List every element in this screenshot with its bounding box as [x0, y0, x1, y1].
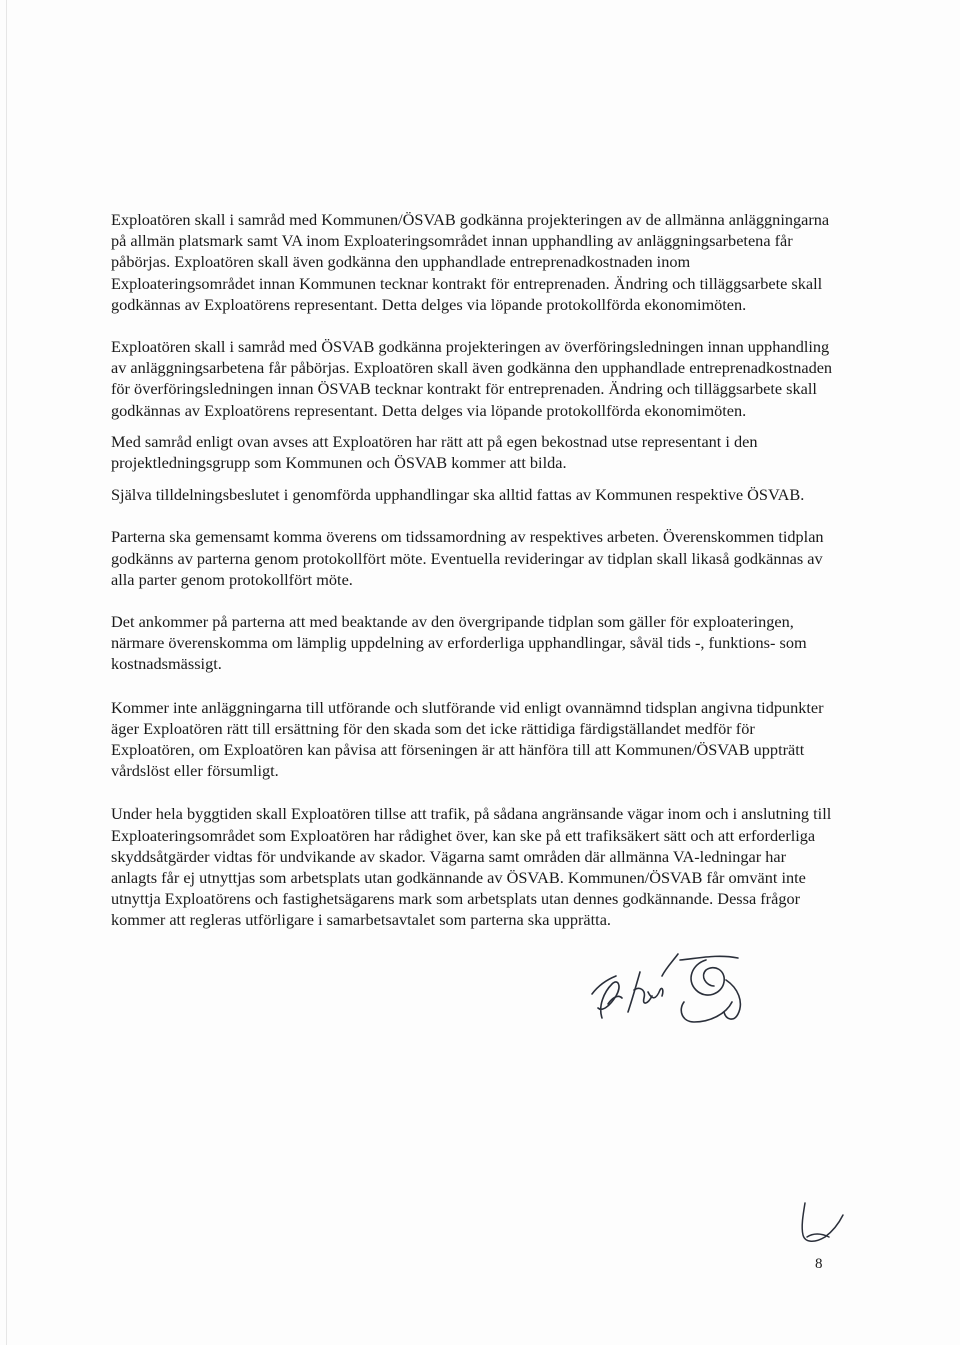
paragraph-6: Det ankommer på parterna att med beaktande av den övergripande tidplan som gäller för exploateringen, närmare överenskomma om lämplig uppdelning av erforderliga upphandlingar, såväl tids -, funktions- som kostnadsmässigt.: [111, 612, 807, 674]
handwritten-initial: [795, 1197, 847, 1249]
scan-edge-line: [6, 0, 7, 1345]
paragraph-7: Kommer inte anläggningarna till utförande och slutförande vid enligt ovannämnd tidsplan angivna tidpunkter äger Exploatören rätt till ersättning för den skada som det icke rättidiga färdigställandet medför för Exploatören, om Exploatören kan påvisa att förseningen är att hänföra till att Kommunen/ÖSVAB uppträtt vårdslöst eller försumligt.: [111, 697, 824, 781]
paragraph-3: Med samråd enligt ovan avses att Exploatören har rätt att på egen bekostnad utse representant i den projektledningsgrupp som Kommunen och ÖSVAB kommer att bilda.: [111, 431, 758, 473]
paragraph-5: Parterna ska gemensamt komma överens om tidssamordning av respektives arbeten. Överenskommen tidplan godkänns av parterna genom protokollfört möte. Eventuella revideringar av tidplan skall likaså godkännas av alla parter genom protokollfört möte.: [111, 527, 824, 589]
paragraph-2: Exploatören skall i samråd med ÖSVAB godkänna projekteringen av överföringsledningen innan upphandling av anläggningsarbetena får påbörjas. Exploatören skall även godkänna den upphandlade entreprenadkostnaden för överföringsledningen innan ÖSVAB tecknar kontrakt för entreprenaden. Ändring och tilläggsarbete skall godkännas av Exploatörens representant. Detta delges via löpande protokollförda ekonomimöten.: [111, 337, 833, 420]
handwritten-signature: [588, 946, 758, 1028]
paragraph-1: Exploatören skall i samråd med Kommunen/ÖSVAB godkänna projekteringen av de allmänna anläggningarna på allmän platsmark samt VA inom Exploateringsområdet innan upphandling av anläggningsarbetena får påbörjas. Exploatören skall även godkänna den upphandlade entreprenadkostnaden inom Exploateringsområdet innan Kommunen tecknar kontrakt för entreprenaden. Ändring och tilläggsarbete skall godkännas av Exploatörens representant. Detta delges via löpande protokollförda ekonomimöten.: [111, 210, 830, 314]
document-body: [111, 209, 836, 931]
paragraph-8: Under hela byggtiden skall Exploatören tillse att trafik, på sådana angränsande vägar inom och i anslutning till Exploateringsområdet som Exploatören har rådighet över, kan ske på ett trafiksäkert sätt och att erforderliga skyddsåtgärder vidtas för undvikande av skador. Vägarna samt områden där allmänna VA-ledningar har anlagts får ej utnyttjas som arbetsplats utan godkännande av ÖSVAB. Kommunen/ÖSVAB får omvänt inte utnyttja Exploatörens och fastighetsägarens mark som arbetsplats utan dennes godkännande. Dessa frågor kommer att regleras utförligare i samarbetsavtalet som parterna ska upprätta.: [111, 804, 832, 930]
page-number: 8: [815, 1256, 823, 1272]
paragraph-4: Själva tilldelningsbeslutet i genomförda upphandlingar ska alltid fattas av Kommunen respektive ÖSVAB.: [111, 485, 805, 505]
